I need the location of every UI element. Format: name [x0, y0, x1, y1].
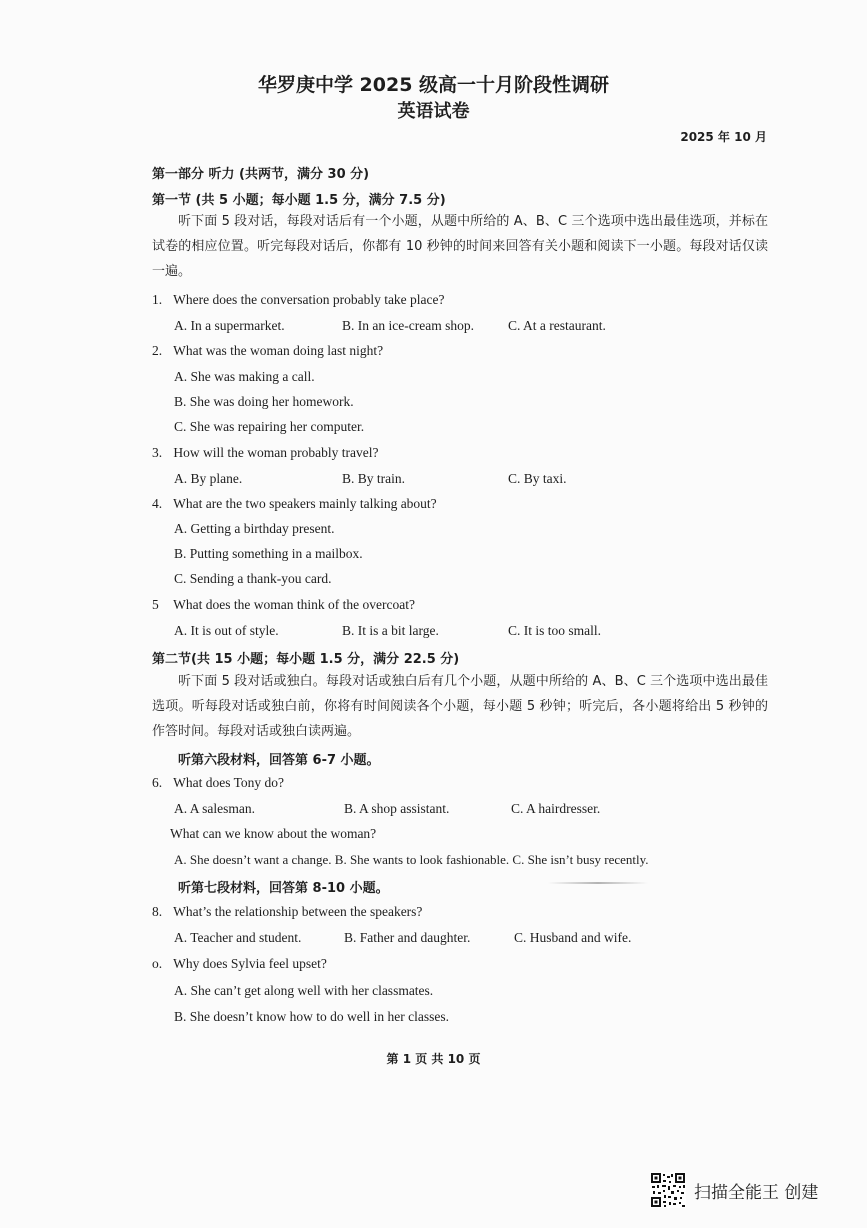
question-number: 4. [152, 496, 163, 511]
material7-note: 听第七段材料，回答第 8-10 小题。 [178, 881, 389, 896]
option-2b: B. She was doing her homework. [174, 394, 354, 409]
material6-note: 听第六段材料，回答第 6-7 小题。 [178, 753, 380, 768]
section2-heading: 第二节(共 15 小题；每小题 1.5 分，满分 22.5 分) [152, 652, 460, 667]
option-5a: A. It is out of style. [174, 623, 279, 638]
question-7 [170, 826, 376, 842]
exam-subtitle: 英语试卷 [397, 101, 470, 122]
option-5b: B. It is a bit large. [342, 623, 439, 638]
option-3b: B. By train. [342, 471, 405, 486]
question-text: How will the woman probably travel? [173, 445, 379, 460]
question-text: What does Tony do? [173, 775, 285, 790]
section1-heading: 第一节 (共 5 小题；每小题 1.5 分，满分 7.5 分) [152, 193, 446, 208]
question-2 [152, 343, 383, 359]
option-2a: A. She was making a call. [174, 369, 315, 384]
option-8b: B. Father and daughter. [344, 930, 471, 945]
section2-instructions: 听下面 5 段对话或独白。每段对话或独白后有几个小题，从题中所给的 A、B、C 三个选项中选出最佳选项。听每段对话或独白前，你将有时间阅读各个小题，每小题 5 秒钟；听完后，各小题将给出 5 秒钟的作答时间。每段对话或独白读两遍。 [152, 674, 768, 739]
exam-date: 2025 年 10 月 [680, 130, 767, 144]
option-6b: B. A shop assistant. [344, 801, 450, 816]
question-number: o. [152, 956, 163, 971]
question-4 [152, 496, 437, 512]
question-text: What can we know about the woman? [170, 826, 377, 841]
question-8 [152, 904, 422, 920]
question-6 [152, 775, 284, 791]
question-number: 2. [152, 343, 163, 358]
qr-code-icon [650, 1172, 686, 1208]
question-text: Where does the conversation probably take place? [173, 292, 445, 307]
question-text: What was the woman doing last night? [173, 343, 384, 358]
option-8a: A. Teacher and student. [174, 930, 302, 945]
option-3c: C. By taxi. [508, 471, 567, 486]
option-2c: C. She was repairing her computer. [174, 419, 365, 434]
option-9b: B. She doesn’t know how to do well in her classes. [174, 1009, 449, 1024]
question-9 [152, 956, 327, 972]
option-4c: C. Sending a thank-you card. [174, 571, 332, 586]
question-number: 6. [152, 775, 163, 790]
part1-heading: 第一部分 听力 (共两节，满分 30 分) [152, 167, 370, 182]
section1-instructions: 听下面 5 段对话，每段对话后有一个小题，从题中所给的 A、B、C 三个选项中选出最佳选项，并标在试卷的相应位置。听完每段对话后，你都有 10 秒钟的时间来回答有关小题和阅读下一小题。每段对话仅读一遍。 [152, 214, 768, 279]
question-1 [152, 292, 445, 308]
exam-title: 华罗庚中学 2025 级高一十月阶段性调研 [257, 74, 610, 96]
question-number: 5 [152, 597, 159, 612]
scan-smudge [548, 882, 648, 884]
scanner-label: 扫描全能王 创建 [694, 1182, 819, 1203]
option-5c: C. It is too small. [508, 623, 602, 638]
option-1b: B. In an ice-cream shop. [342, 318, 474, 333]
page-footer: 第 1 页 共 10 页 [386, 1052, 481, 1066]
question-number: 3. [152, 445, 163, 460]
question-text: What are the two speakers mainly talking about? [173, 496, 437, 511]
option-1c: C. At a restaurant. [508, 318, 606, 333]
question-3 [152, 445, 378, 461]
option-9a: A. She can’t get along well with her classmates. [174, 983, 434, 998]
question-text: What’s the relationship between the speakers? [173, 904, 423, 919]
option-3a: A. By plane. [174, 471, 243, 486]
question-number: 8. [152, 904, 163, 919]
option-1a: A. In a supermarket. [174, 318, 285, 333]
option-6a: A. A salesman. [174, 801, 255, 816]
question-text: Why does Sylvia feel upset? [173, 956, 327, 971]
option-6c: C. A hairdresser. [511, 801, 601, 816]
question-5 [152, 597, 415, 613]
option-4a: A. Getting a birthday present. [174, 521, 335, 536]
question-number: 1. [152, 292, 163, 307]
option-7-line: A. She doesn’t want a change. B. She wants to look fashionable. C. She isn’t busy recently. [174, 852, 649, 867]
scanner-watermark [650, 1172, 818, 1208]
question-text: What does the woman think of the overcoat? [173, 597, 415, 612]
option-4b: B. Putting something in a mailbox. [174, 546, 363, 561]
option-8c: C. Husband and wife. [514, 930, 632, 945]
